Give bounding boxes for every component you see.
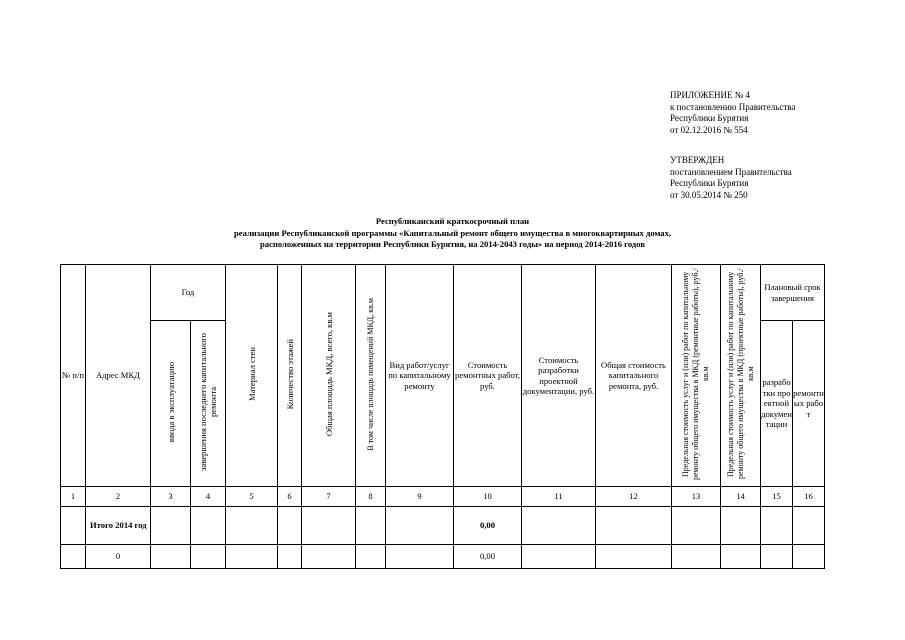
cell [302, 507, 356, 545]
cell [522, 507, 596, 545]
document-title [0, 216, 905, 251]
cell [302, 545, 356, 569]
appendix-line-2: к постановлению Правительства [670, 101, 796, 112]
title-line-2: реализации Республиканской программы «Капитальный ремонт общего имущества в многоквартирных домах, [233, 227, 672, 238]
cell [61, 507, 86, 545]
header-deadline: Плановый срок завершения [761, 265, 825, 321]
header-floors [278, 265, 302, 487]
cell [356, 545, 386, 569]
cell [151, 545, 191, 569]
row-repair-cost: 0,00 [454, 545, 522, 569]
cell [672, 507, 721, 545]
approval-block [670, 155, 792, 201]
header-repair-cost: Стоимость ремонтных работ, руб. [454, 265, 522, 487]
cell [278, 545, 302, 569]
header-address: Адрес МКД [86, 265, 151, 487]
header-deadline-design: разработки проектной документации [761, 321, 793, 487]
header-limit-cost-repair-text: Предельная стоимость услуг и (или) работ по капитальному ремонту общего имущества в МКД (ремонтные работы), руб./кв.м [681, 268, 710, 481]
col-number: 6 [278, 487, 302, 507]
col-number: 9 [386, 487, 454, 507]
cell [386, 507, 454, 545]
col-number: 13 [672, 487, 721, 507]
header-wall-material [226, 265, 278, 487]
cell [386, 545, 454, 569]
approval-line-2: постановлением Правительства [670, 166, 792, 177]
cell [522, 545, 596, 569]
col-number: 16 [793, 487, 825, 507]
cell [596, 545, 672, 569]
plan-table [60, 264, 825, 569]
header-premises-area [356, 265, 386, 487]
cell [191, 507, 226, 545]
header-limit-cost-repair [672, 265, 721, 487]
cell [596, 507, 672, 545]
header-year-last-repair [191, 321, 226, 487]
appendix-line-3: Республики Бурятия [670, 113, 749, 123]
table-row-total [61, 507, 825, 545]
col-number: 7 [302, 487, 356, 507]
col-number: 15 [761, 487, 793, 507]
cell [793, 507, 825, 545]
row-label: 0 [86, 545, 151, 569]
cell [721, 507, 761, 545]
header-floors-text: Количество этажей [284, 339, 295, 410]
header-design-cost: Стоимость разработки проектной документации, руб. [522, 265, 596, 487]
title-line-3: расположенных на территории Республики Бурятия, на 2014-2043 годы» на период 2014-2016 годов [260, 239, 645, 249]
cell [672, 545, 721, 569]
approval-line-3: Республики Бурятия [670, 178, 749, 188]
approval-line-1: УТВЕРЖДЕН [670, 155, 725, 165]
header-total-area-text: Общая площадь МКД, всего, кв.м [323, 312, 334, 437]
header-total-cost: Общая стоимость капитального ремонта, руб. [596, 265, 672, 487]
cell [191, 545, 226, 569]
header-year: Год [151, 265, 226, 321]
approval-line-4: от 30.05.2014 № 250 [670, 189, 748, 200]
row-total-label: Итого 2014 год [86, 507, 151, 545]
col-number: 10 [454, 487, 522, 507]
header-work-type: Вид работ/услуг по капитальному ремонту [386, 265, 454, 487]
header-premises-area-text: В том числе площадь помещений МКД, кв.м [365, 297, 375, 451]
col-number: 2 [86, 487, 151, 507]
row-total-repair-cost: 0,00 [454, 507, 522, 545]
title-line-1: Республиканский краткосрочный план [375, 216, 530, 226]
col-number: 4 [191, 487, 226, 507]
col-number: 8 [356, 487, 386, 507]
header-year-commission-text: ввода в эксплуатацию [165, 362, 176, 443]
col-number: 3 [151, 487, 191, 507]
cell [61, 545, 86, 569]
col-number: 14 [721, 487, 761, 507]
cell [721, 545, 761, 569]
table-row [61, 545, 825, 569]
appendix-line-1: ПРИЛОЖЕНИЕ № 4 [670, 90, 751, 100]
header-limit-cost-design [721, 265, 761, 487]
cell [761, 507, 793, 545]
header-wall-material-text: Материал стен [246, 347, 257, 402]
appendix-block [670, 90, 795, 136]
cell [356, 507, 386, 545]
cell [151, 507, 191, 545]
header-deadline-repair: ремонтных работ [793, 321, 825, 487]
header-limit-cost-design-text: Предельная стоимость услуг и (или) работ по капитальному ремонту общего имущества в МКД (проектные работы), руб./кв.м [725, 268, 755, 480]
cell [761, 545, 793, 569]
cell [793, 545, 825, 569]
header-year-last-repair-text: завершения последнего капитального ремонта [198, 333, 218, 472]
col-number: 11 [522, 487, 596, 507]
cell [226, 507, 278, 545]
cell [278, 507, 302, 545]
header-num: № п/п [61, 265, 86, 487]
appendix-line-4: от 02.12.2016 № 554 [670, 124, 748, 135]
col-number: 5 [226, 487, 278, 507]
header-year-commission [151, 321, 191, 487]
header-total-area [302, 265, 356, 487]
cell [226, 545, 278, 569]
col-number: 12 [596, 487, 672, 507]
col-number: 1 [61, 487, 86, 507]
